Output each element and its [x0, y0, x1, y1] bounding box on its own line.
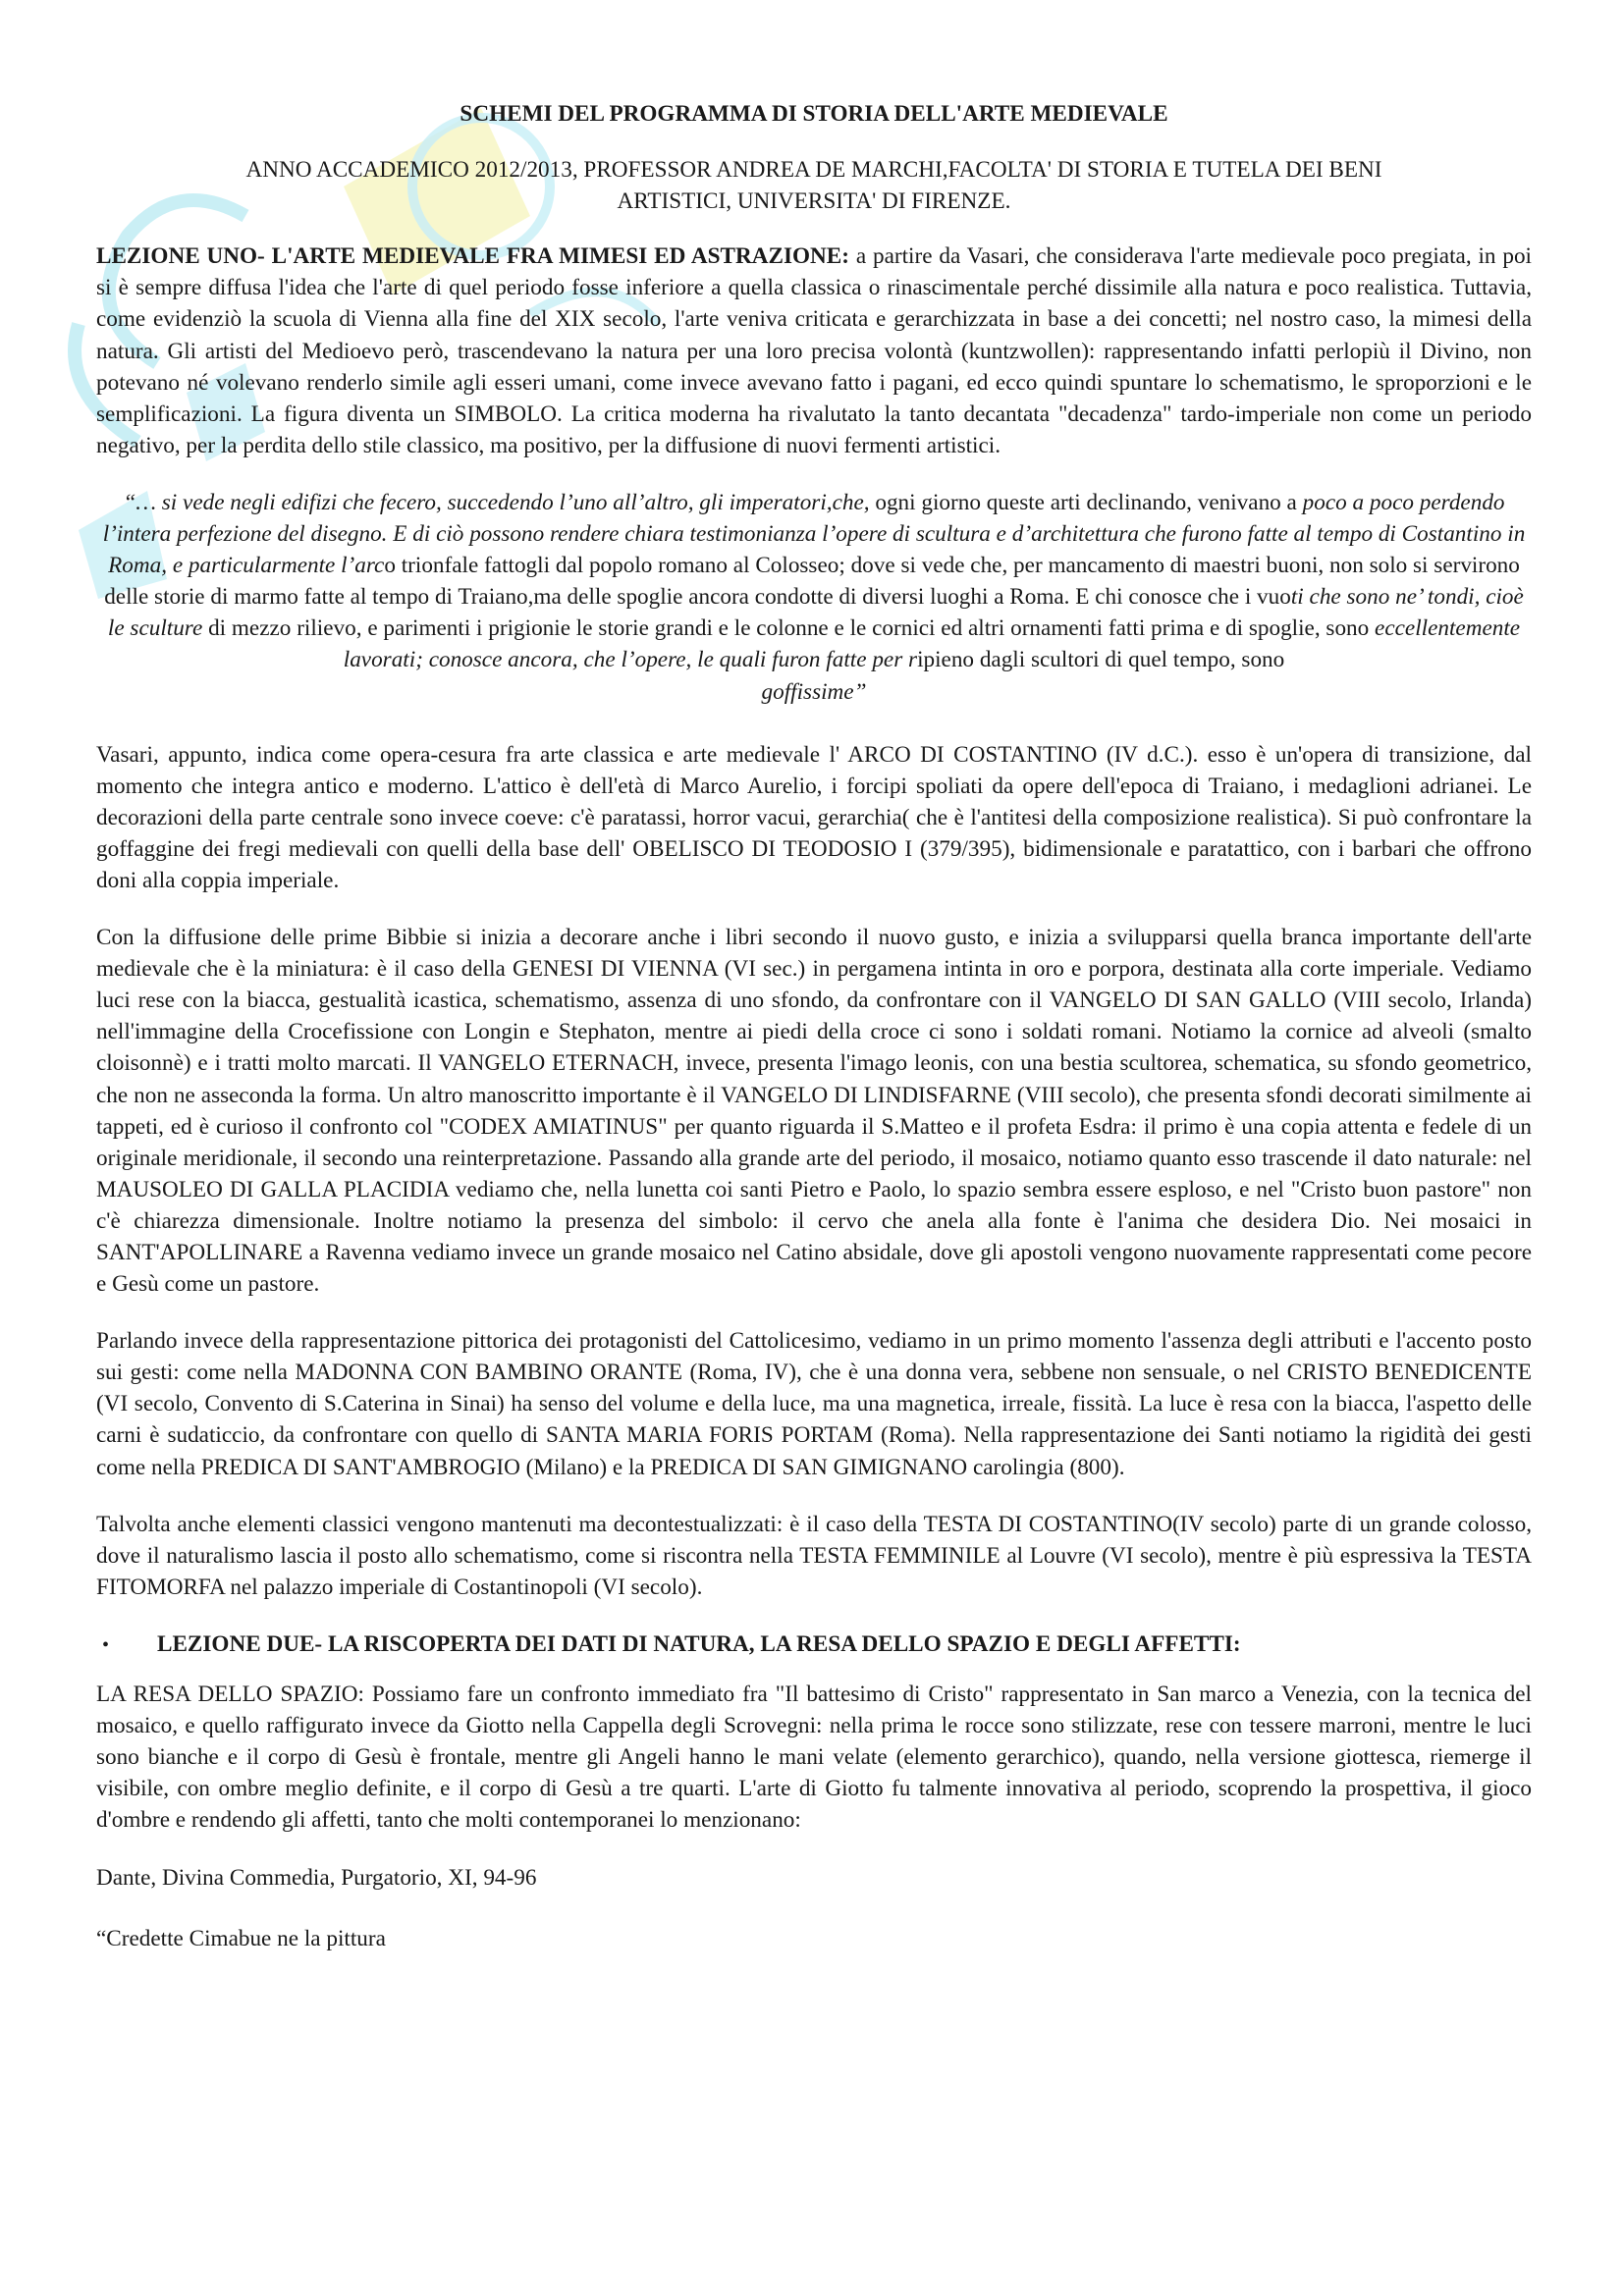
bullet-icon: •: [102, 1633, 110, 1656]
subtitle-line-2: ARTISTICI, UNIVERSITA' DI FIRENZE.: [617, 188, 1011, 215]
lesson-one-heading: LEZIONE UNO- L'ARTE MEDIEVALE FRA MIMESI ED ASTRAZIONE:: [96, 243, 849, 270]
lesson-one-text: a partire da Vasari, che considerava l'arte medievale poco pregiata, in poi si è sempre diffusa l'idea che l'arte di quel periodo fosse inferiore a quella classica o rinascimentale perché dissimile alla natura e poco realistica. Tuttavia, come evidenziò la scuola di Vienna alla fine del XIX secolo, l'arte veniva criticata e gerarchizzata in base a dei concetti; nel nostro caso, la mimesi della natura. Gli artisti del Medioevo però, trascendevano la natura per una loro precisa volontà (kuntzwollen): rappresentando infatti perlopiù il Divino, non potevano né volevano renderlo simile agli esseri umani, come invece avevano fatto i pagani, ed ecco quindi spuntare lo schematismo, le sproporzioni e le semplificazioni. La figura diventa un SIMBOLO. La critica moderna ha rivalutato la tanto decantata "decadenza" tardo-imperiale non come un periodo negativo, per la perdita dello stile classico, ma positivo, per la diffusione di nuovi fermenti artistici.: [96, 243, 1532, 458]
document-title: SCHEMI DEL PROGRAMMA DI STORIA DELL'ARTE MEDIEVALE: [460, 101, 1168, 127]
subtitle-line-1: ANNO ACCADEMICO 2012/2013, PROFESSOR ANDREA DE MARCHI,FACOLTA' DI STORIA E TUTELA DEI BENI: [245, 157, 1382, 184]
quote-part-7: eccellentemente lavorati; conosce ancora, che l’opere, le quali furon fatte per r: [343, 615, 1521, 673]
paragraph-elementi-classici: Talvolta anche elementi classici vengono mantenuti ma decontestualizzati: è il caso della TESTA DI COSTANTINO(IV secolo) parte di un grande colosso, dove il naturalismo lascia il posto allo schematismo, come si riscontra nella TESTA FEMMINILE al Louvre (VI secolo), mentre è più espressiva la TESTA FITOMORFA nel palazzo imperiale di Costantinopoli (VI secolo).: [96, 1511, 1532, 1600]
quote-part-6: di mezzo rilievo, e parimenti i prigionie le storie grandi e le colonne e le cornici ed altri ornamenti fatti prima e di spoglie, sono: [202, 615, 1376, 642]
lesson-two-heading-row: [96, 1629, 1532, 1661]
paragraph-resa-spazio: LA RESA DELLO SPAZIO: Possiamo fare un confronto immediato fra "Il battesimo di Cristo" rappresentato in San marco a Venezia, con la tecnica del mosaico, e quello raffigurato invece da Giotto nella Cappella degli Scrovegni: nella prima le rocce sono stilizzate, rese con tessere marroni, mentre le luci sono bianche e il corpo di Gesù è frontale, mentre gli Angeli hanno le mani velate (elemento gerarchico), quando, nella versione giottesca, riemerge il visibile, con ombre meglio definite, e il corpo di Gesù a tre quarti. L'arte di Giotto fu talmente innovativa al periodo, scoprendo la prospettiva, il gioco d'ombre e rendendo gli affetti, tanto che molti contemporanei lo menzionano:: [96, 1682, 1532, 1834]
document-page: [96, 98, 1532, 1984]
quote-part-1: “… si vede negli edifizi che fecero, succedendo l’uno all’altro, gli imperatori,che,: [123, 489, 870, 515]
quote-part-9: goffissime”: [761, 678, 867, 705]
quote-part-4: o trionfale fattogli dal popolo romano al Colosseo; dove si vede che, per mancamento di maestri buoni, non solo si servirono delle storie di marmo fatte al tempo di Traiano,ma delle spoglie ancora condotte di diversi luoghi a Roma. E chi conosce che i vuo: [104, 553, 1520, 611]
verse-cimabue: “Credette Cimabue ne la pittura: [96, 1925, 386, 1951]
document-subtitle: [96, 154, 1532, 217]
lesson-two-heading: LEZIONE DUE- LA RISCOPERTA DEI DATI DI NATURA, LA RESA DELLO SPAZIO E DEGLI AFFETTI:: [157, 1630, 1241, 1657]
lesson-one-paragraph: [96, 240, 1532, 461]
quote-part-8: ipieno dagli scultori di quel tempo, sono: [917, 647, 1285, 673]
quote-part-5: ti che sono ne’ tondi, cioè le sculture: [107, 584, 1524, 642]
paragraph-arco-costantino: Vasari, appunto, indica come opera-cesura fra arte classica e arte medievale l' ARCO DI COSTANTINO (IV d.C.). esso è un'opera di transizione, dal momento che integra antico e moderno. L'attico è dell'età di Marco Aurelio, i forcipi spoliati da opere dell'epoca di Traiano, i medaglioni adrianei. Le decorazioni della parte centrale sono invece coeve: c'è paratassi, horror vacui, gerarchia( che è l'antitesi della composizione realistica). Si può confrontare la goffaggine dei fregi medievali con quelli della base dell' OBELISCO DI TEODOSIO I (379/395), bidimensionale e paratattico, con i barbari che offrono doni alla coppia imperiale.: [96, 741, 1532, 893]
paragraph-cattolicesimo: Parlando invece della rappresentazione pittorica dei protagonisti del Cattolicesimo, vediamo in un primo momento l'assenza degli attributi e l'accento posto sui gesti: come nella MADONNA CON BAMBINO ORANTE (Roma, IV), che è una donna vera, sebbene non sensuale, o nel CRISTO BENEDICENTE (VI secolo, Convento di S.Caterina in Sinai) ha senso del volume e della luce, ma una magnetica, irreale, fissità. La luce è resa con la biacca, l'aspetto delle carni è sudaticcio, da confrontare con quello di SANTA MARIA FORIS PORTAM (Roma). Nella rappresentazione dei Santi notiamo la rigidità dei gesti come nella PREDICA DI SANT'AMBROGIO (Milano) e la PREDICA DI SAN GIMIGNANO carolingia (800).: [96, 1328, 1532, 1480]
paragraph-miniatura: Con la diffusione delle prime Bibbie si inizia a decorare anche i libri secondo il nuovo gusto, e inizia a svilupparsi quella branca importante dell'arte medievale che è la miniatura: è il caso della GENESI DI VIENNA (VI sec.) in pergamena intinta in oro e porpora, destinata alla corte imperiale. Vediamo luci rese con la biacca, gestualità icastica, schematismo, assenza di uno sfondo, da confrontare con il VANGELO DI SAN GALLO (VIII secolo, Irlanda) nell'immagine della Crocefissione con Longin e Stephaton, mentre ai piedi della croce ci sono i soldati romani. Notiamo la cornice ad alveoli (smalto cloisonnè) e i tratti molto marcati. Il VANGELO ETERNACH, invece, presenta l'imago leonis, con una bestia scultorea, schematica, su sfondo geometrico, che non ne asseconda la forma. Un altro manoscritto importante è il VANGELO DI LINDISFARNE (VIII secolo), che presenta sfondi decorati similmente ai tappeti, ed è curioso il confronto col "CODEX AMIATINUS" per quanto riguarda il S.Matteo e il profeta Esdra: il primo è una copia attenta e fedele di un originale meridionale, il secondo una reinterpretazione. Passando alla grande arte del periodo, il mosaico, notiamo quanto esso trascende il dato naturale: nel MAUSOLEO DI GALLA PLACIDIA vediamo che, nella lunetta coi santi Pietro e Paolo, lo spazio sembra essere esploso, e nel "Cristo buon pastore" non c'è chiarezza dimensionale. Inoltre notiamo la presenza del simbolo: il cervo che anela alla fonte è l'anima che desidera Dio. Nei mosaici in SANT'APOLLINARE a Ravenna vediamo invece un grande mosaico nel Catino absidale, dove gli apostoli vengono nuovamente rappresentati come pecore e Gesù come un pastore.: [96, 925, 1532, 1298]
quote-part-2: ogni giorno queste arti declinando, venivano a: [869, 489, 1303, 515]
quote-part-3: poco a poco perdendo l’intera perfezione del disegno. E di ciò possono rendere chiara testimonianza l’opere di scultura e d’architettura che furono fatte al tempo di Costantino in Roma, e particularmente l’arc: [102, 489, 1526, 579]
vasari-quote: [96, 487, 1532, 708]
citation-dante: Dante, Divina Commedia, Purgatorio, XI, 94-96: [96, 1864, 537, 1891]
